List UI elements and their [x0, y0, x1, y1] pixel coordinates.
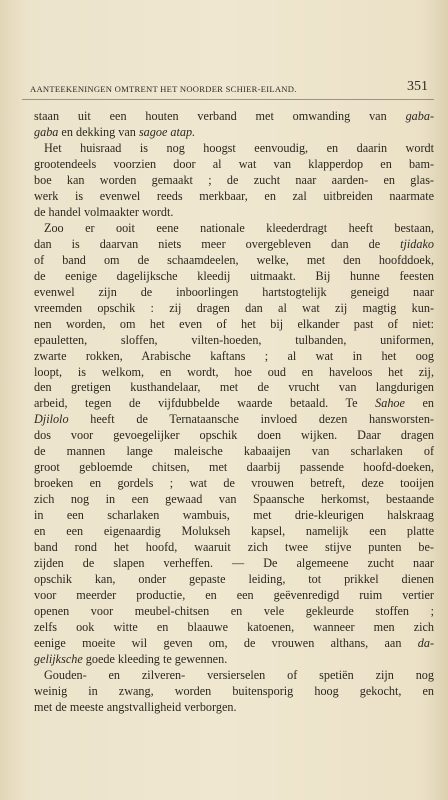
text-line: [34, 604, 434, 620]
text-line: [34, 380, 434, 396]
text-run: arbeid, tegen de vijfdubbelde waarde betaald. Te: [34, 396, 376, 411]
text-run: zwarte rokken, Arabische kaftans ; al wat in het oog: [34, 348, 434, 363]
text-run: boe kan worden gemaakt ; de zucht naar aarden- en glas-: [34, 172, 434, 187]
page-number: 351: [407, 79, 428, 94]
text-line: [34, 189, 434, 205]
text-line: [34, 253, 434, 269]
text-run: met de meeste angstvalligheid verborgen.: [34, 699, 237, 714]
text-line: [34, 349, 434, 365]
page-header: [22, 81, 432, 99]
text-line: [34, 157, 434, 173]
text-line: [34, 444, 434, 460]
text-run: band rond het hoofd, waaruit zich twee stijve punten be-: [34, 540, 434, 555]
italic-run: Sahoe: [375, 396, 405, 411]
text-line: [34, 141, 434, 157]
text-line: [34, 636, 434, 652]
text-line: [34, 508, 434, 524]
paragraph: [34, 109, 434, 141]
italic-run: da-: [417, 635, 434, 650]
text-line: [34, 109, 434, 125]
text-line: [34, 125, 434, 141]
text-run: dos voor gevoegelijker opschik doen wijken. Daar dragen: [34, 428, 434, 443]
text-line: [34, 524, 434, 540]
text-line: [34, 317, 434, 333]
text-line: [34, 365, 434, 381]
text-run: epauletten, sloffen, vilten-hoeden, tulbanden, uniformen,: [34, 332, 434, 347]
text-line: [34, 652, 434, 668]
text-line: [34, 237, 434, 253]
text-run: of band om de schaamdeelen, welke, met den hoofddoek,: [34, 252, 434, 267]
text-line: [34, 572, 434, 588]
italic-run: gaba-: [405, 109, 434, 123]
text-line: [34, 269, 434, 285]
text-line: [34, 301, 434, 317]
italic-run: gelijksche: [34, 651, 83, 666]
header-rule: [22, 99, 434, 100]
paragraph: [34, 668, 434, 716]
text-run: de mannen lange maleische kabaaijen van scharlaken of: [34, 444, 434, 459]
text-run: heeft de Ternataansche invloed dezen hansworsten-: [68, 412, 434, 427]
text-line: [34, 620, 434, 636]
text-run: staan uit een houten verband met omwanding van: [34, 109, 406, 123]
text-line: [34, 476, 434, 492]
text-run: Het huisraad is nog hoogst eenvoudig, en daarin wordt: [44, 140, 434, 155]
text-line: [34, 205, 434, 221]
text-line: [34, 412, 434, 428]
text-run: openen voor meubel-chitsen en vele gekleurde stoffen ;: [34, 604, 434, 619]
text-run: de eenige dagelijksche kleedij uitmaakt. Bij hunne feesten: [34, 268, 434, 283]
text-run: Zoo er ooit eene nationale kleederdragt heeft bestaan,: [44, 220, 434, 235]
text-run: den gretigen kusthandelaar, met de vrucht van langdurigen: [34, 380, 434, 395]
text-run: evenwel zijn de inboorlingen hartstogtelijk geneigd naar: [34, 284, 434, 299]
text-line: [34, 700, 434, 716]
text-run: vreemden opschik : zij dragen dan al wat zij magtig kun-: [34, 300, 434, 315]
text-run: in een scharlaken wambuis, met drie-kleurigen halskraag: [34, 508, 434, 523]
text-line: [34, 428, 434, 444]
text-line: [34, 668, 434, 684]
text-run: de handel volmaakter wordt.: [34, 204, 174, 219]
text-run: zich nog in een gewaad van Spaansche herkomst, bestaande: [34, 492, 434, 507]
text-run: nen worden, om het even of het bij elkander past of niet:: [34, 316, 434, 331]
text-line: [34, 396, 434, 412]
text-run: eenige moeite wil geven om, de vrouwen althans, aan: [34, 635, 418, 650]
italic-run: gaba: [34, 124, 59, 139]
text-line: [34, 333, 434, 349]
text-run: Gouden- en zilveren- versierselen of spetiën zijn nog: [44, 667, 434, 682]
text-run: en dekking van: [58, 124, 139, 139]
text-run: en: [404, 396, 434, 411]
text-line: [34, 173, 434, 189]
body-text: [34, 109, 434, 716]
text-run: grootendeels voorzien door al wat van klapperdop en bam-: [34, 156, 434, 171]
text-run: goede kleeding te gewennen.: [82, 651, 228, 666]
text-run: weinig in zwang, worden buitensporig hoog gekocht, en: [34, 683, 434, 698]
text-run: opschik kan, onder gepaste leiding, tot prikkel dienen: [34, 572, 434, 587]
text-run: zijden de slapen verheffen. — De algemeene zucht naar: [34, 556, 434, 571]
text-run: zelfs ook witte en blaauwe katoenen, wanneer men zich: [34, 620, 434, 634]
text-line: [34, 588, 434, 604]
text-run: dan is daarvan niets meer overgebleven dan de: [34, 236, 401, 251]
text-line: [34, 221, 434, 237]
text-line: [34, 684, 434, 700]
text-line: [34, 540, 434, 556]
paragraph: [34, 221, 434, 668]
italic-run: sagoe atap.: [138, 124, 196, 139]
text-run: loopt, is welkom, en wordt, hoe oud en haveloos het zij,: [34, 364, 434, 379]
text-line: [34, 460, 434, 476]
running-head: AANTEEKENINGEN OMTRENT HET NOORDER SCHIER-EILAND.: [30, 84, 297, 94]
text-run: voor meerder productie, en een geëvenredigd ruim vertier: [34, 588, 434, 603]
text-line: [34, 556, 434, 572]
text-run: werk is evenwel reeds merkbaar, en zal uitbreiden naarmate: [34, 188, 434, 203]
text-run: en een eigenaardig Molukseh kapsel, namelijk een platte: [34, 524, 434, 539]
italic-run: Djilolo: [34, 412, 69, 427]
italic-run: tjidako: [400, 236, 434, 251]
text-line: [34, 492, 434, 508]
text-run: broeken en gordels ; wat de vrouwen betreft, deze tooijen: [34, 476, 434, 491]
text-run: groot gebloemde chitsen, met daarbij passende hoofd-doeken,: [34, 460, 434, 475]
paragraph: [34, 141, 434, 221]
text-line: [34, 285, 434, 301]
